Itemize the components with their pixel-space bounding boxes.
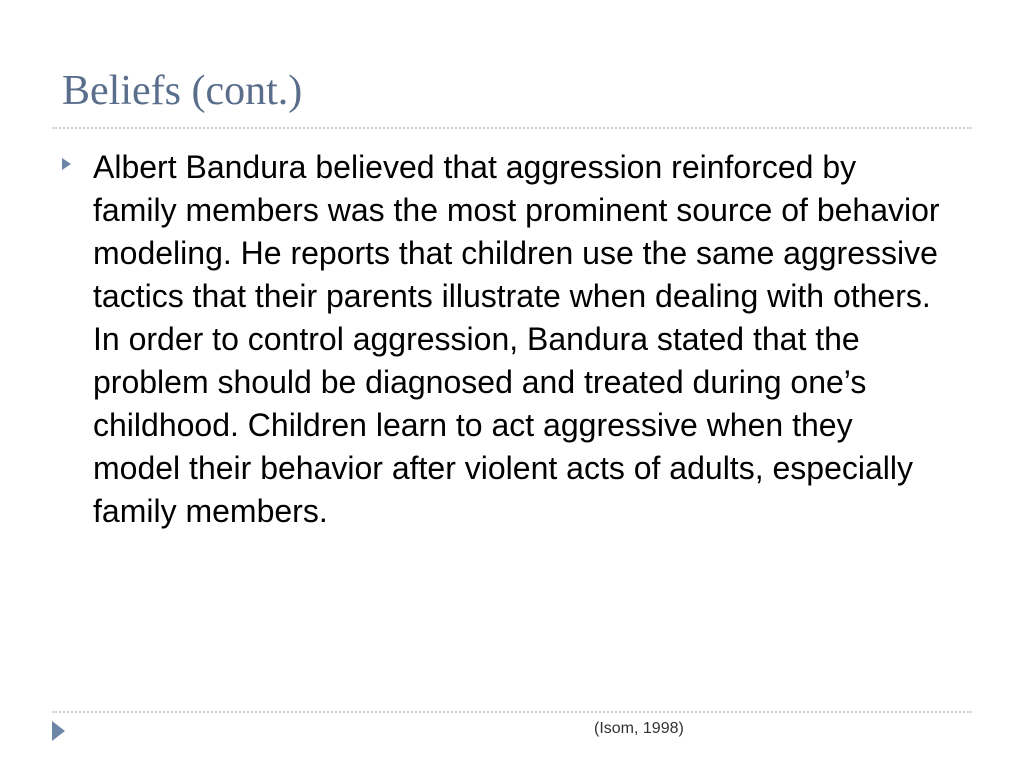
play-arrow-icon	[52, 721, 65, 741]
triangle-bullet-icon	[62, 158, 71, 170]
title-divider	[52, 127, 972, 129]
citation: (Isom, 1998)	[594, 720, 684, 737]
footer-divider	[52, 711, 972, 713]
bullet-text: Albert Bandura believed that aggression reinforced by family members was the most prominent source of behavior modeling. He reports that children use the same aggressive tactics that their parents illustrate when dealing with others. In order to control aggression, Bandura stated that the problem should be diagnosed and treated during one’s childhood. Children learn to act aggressive when they model their behavior after violent acts of adults, especially family members.	[93, 149, 940, 529]
slide-title: Beliefs (cont.)	[62, 68, 303, 114]
